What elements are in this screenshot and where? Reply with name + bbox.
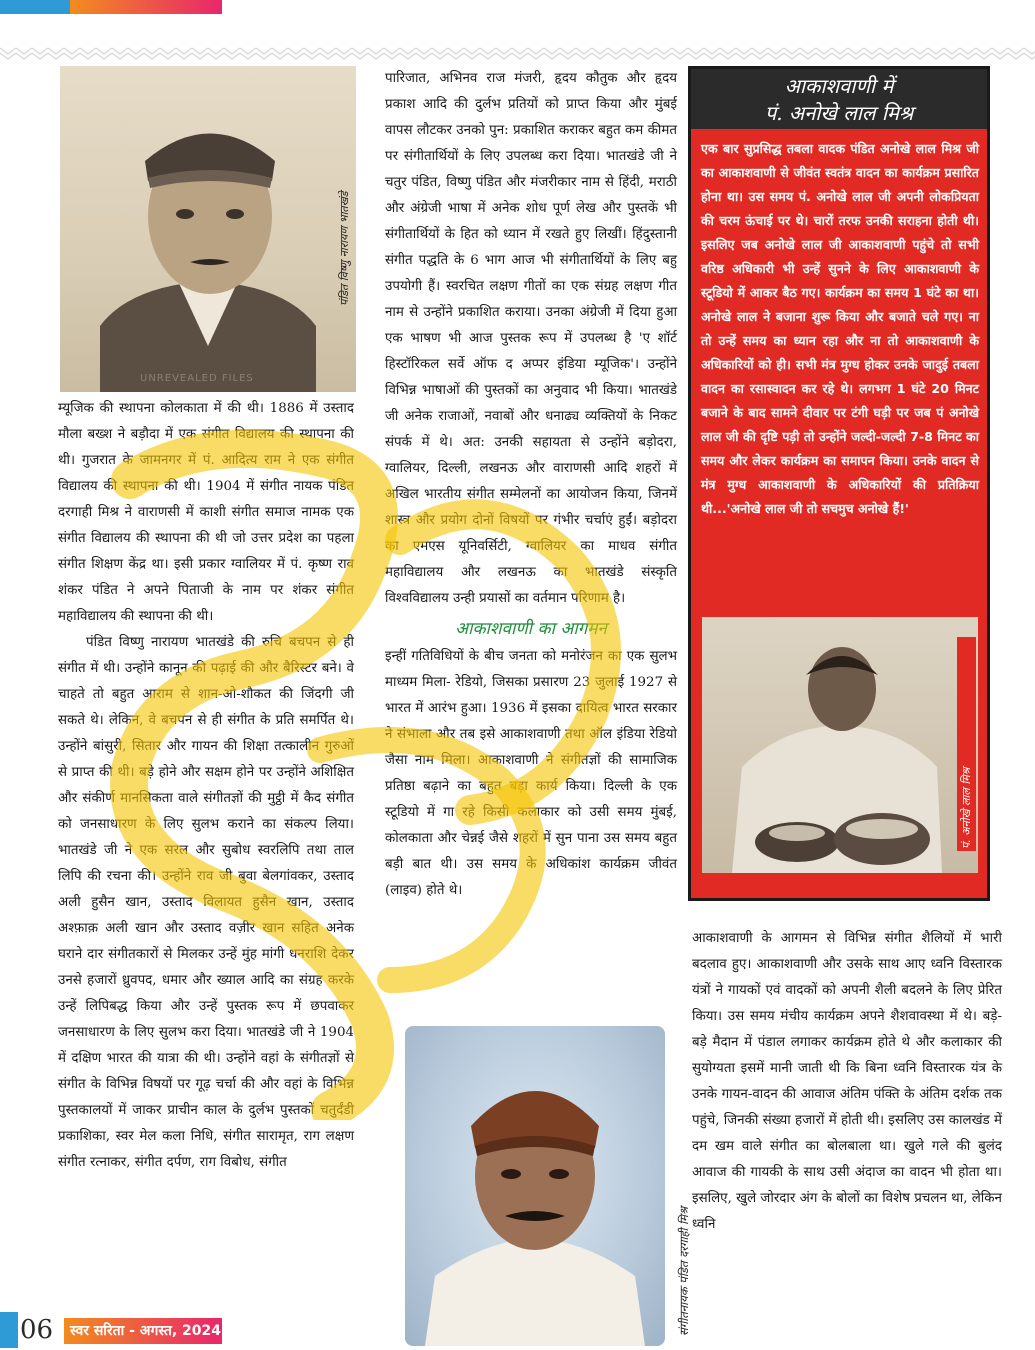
column-2 (385, 66, 677, 904)
box-title-line-1: आकाशवाणी में (784, 74, 894, 98)
photo-caption-bhatkhande: पंडित विष्णु नारायण भातखंडे (338, 191, 351, 306)
top-bar-gradient-segment (70, 0, 222, 14)
box-title-line-2: पं. अनोखे लाल मिश्र (764, 101, 914, 125)
photo-bhatkhande (60, 66, 356, 392)
column-3 (692, 926, 1002, 1238)
column-1-paragraph-2: पंडित विष्णु नारायण भातखंडे की रुचि बचपन से ही संगीत में थी। उन्होंने कानून की पढ़ाई की और बैरिस्टर बने। वे चाहते तो बहुत आराम से शान-ओ-शौकत की जिंदगी जी सकते थे। लेकिन, वे बचपन से ही संगीत के प्रति समर्पित थे। उन्होंने बांसुरी, सितार और गायन की शिक्षा तत्कालीन गुरुओं से प्राप्त की थी। बड़े होने और सक्षम होने पर उन्होंने अशिक्षित और संकीर्ण मानसिकता वाले संगीतज्ञों की मुट्ठी में कैद संगीत को जनसाधारण के लिए सुलभ कराने का संकल्प लिया। भातखंडे जी ने एक सरल और सुबोध स्वरलिपि तथा ताल लिपि की रचना की। उन्होंने राव जी बुवा बेलगांवकर, उस्ताद अली हुसैन खान, उस्ताद विलायत हुसैन खान, उस्ताद अश्फ़ाक़ अली खान और उस्ताद वज़ीर खान सहित अनेक घराने दार संगीतकारों से मिलकर उन्हें मुंह मांगी धनराशि देकर उनसे हजारों ध्रुवपद, धमार और ख्याल आदि का संग्रह करके उन्हें लिपिबद्ध किया और उन्हें पुस्तक रूप में छपवाकर जनसाधारण के लिए सुलभ करा दिया। भातखंडे जी ने 1904 में दक्षिण भारत की यात्रा की थी। उन्होंने वहां के संगीतज्ञों से संगीत के विभिन्न विषयों पर गूढ़ चर्चा की और वहां के विभिन्न पुस्तकालयों में जाकर प्राचीन काल के दुर्लभ पुस्तकों चतुर्दंडी प्रकाशिका, स्वर मेल कला निधि, संगीत सारामृत, राग लक्षण संगीत रत्नाकर, संगीत दर्पण, राग विबोध, संगीत (58, 635, 354, 1170)
column-2-paragraph-2: इन्हीं गतिविधियों के बीच जनता को मनोरंजन का एक सुलभ माध्यम मिला- रेडियो, जिसका प्रसारण 23 जुलाई 1927 से भारत में आरंभ हुआ। 1936 में इसका दायित्व भारत सरकार ने संभाला और तब इसे आकाशवाणी तथा ऑल इंडिया रेडियो जैसा नाम मिला। आकाशवाणी ने संगीतज्ञों की सामाजिक प्रतिष्ठा बढ़ाने का बहुत बड़ा कार्य किया। दिल्ली के एक स्टूडियो में गा रहे किसी कलाकार को उसी समय मुंबई, कोलकाता और चेन्नई जैसे शहरों में सुन पाना उस समय बहुत बड़ी बात थी। उस समय के अधिकांश कार्यक्रम जीवंत (लाइव) होते थे। (385, 649, 677, 898)
page-footer (0, 1312, 230, 1348)
portrait-illustration (60, 66, 356, 392)
box-title (691, 69, 987, 129)
column-1 (58, 396, 354, 1176)
photo-caption-dargahi-mishra: संगीतनायक पंडित दरगाही मिश्र (677, 1206, 691, 1336)
box-body-text: एक बार सुप्रसिद्ध तबला वादक पंडित अनोखे लाल मिश्र जी का आकाशवाणी से जीवंत स्वतंत्र वादन का कार्यक्रम प्रसारित होना था। उस समय पं. अनोखे लाल जी अपनी लोकप्रियता की चरम ऊंचाई पर थे। चारों तरफ उनकी सराहना होती थी। इसलिए जब अनोखे लाल जी आकाशवाणी पहुंचे तो सभी वरिष्ठ अधिकारी भी उन्हें सुनने के लिए आकाशवाणी के स्टूडियो में आकर बैठ गए। कार्यक्रम का समय 1 घंटे का था। अनोखे लाल ने बजाना शुरू किया और बजाते चले गए। ना तो उन्हें समय का ध्यान रहा और ना तो आकाशवाणी के अधिकारियों को ही। सभी मंत्र मुग्ध होकर उनके जादुई तबला वादन का रसास्वादन कर रहे थे। लगभग 1 घंटे 20 मिनट बजाने के बाद सामने दीवार पर टंगी घड़ी पर जब पं अनोखे लाल जी की दृष्टि पड़ी तो उन्होंने जल्दी-जल्दी 7-8 मिनट का समय और लेकर कार्यक्रम का समापन किया। उनके वादन से मंत्र मुग्ध आकाशवाणी के अधिकारियों की प्रतिक्रिया थी...'अनोखे लाल जी तो सचमुच अनोखे हैं!' (701, 141, 979, 516)
column-2-paragraph-1: पारिजात, अभिनव राज मंजरी, हृदय कौतुक और हृदय प्रकाश आदि की दुर्लभ प्रतियों को प्राप्त किया और मुंबई वापस लौटकर उनको पुन: प्रकाशित कराकर बहुत कम कीमत पर संगीतार्थियों के लिए उपलब्ध करा दिया। भातखंडे जी ने चतुर पंडित, विष्णु पंडित और मंजरीकार नाम से हिंदी, मराठी और अंग्रेजी भाषा में अनेक शोध पूर्ण लेख और पुस्तकें भी संगीतार्थियों के हित को ध्यान में रखते हुए लिखीं। हिंदुस्तानी संगीत पद्धति के 6 भाग आज भी संगीतार्थियों के लिए बहु उपयोगी हैं। स्वरचित लक्षण गीतों का एक संग्रह लक्षण गीत नाम से उन्होंने प्रकाशित कराया। उनका अंग्रेजी में दिया हुआ एक भाषण भी आज पुस्तक रूप में उपलब्ध है 'ए शॉर्ट हिस्टॉरिकल सर्वे ऑफ द अप्पर इंडिया म्यूजिक'। उन्होंने विभिन्न भाषाओं की पुस्तकों का अनुवाद भी किया। भातखंडे जी अनेक राजाओं, नवाबों और धनाढ्य व्यक्तियों के निकट संपर्क में थे। अत: उनकी सहायता से उन्होंने बड़ोदरा, ग्वालियर, दिल्ली, लखनऊ और वाराणसी आदि शहरों में अखिल भारतीय संगीत सम्मेलनों का आयोजन किया, जिनमें शास्त्र और प्रयोग दोनों विषयों पर गंभीर चर्चाएं हुईं। बड़ोदरा का एमएस यूनिवर्सिटी, ग्वालियर का माधव संगीत महाविद्यालय और लखनऊ का भातखंडे संस्कृति विश्वविद्यालय उन्ही प्रयासों का वर्तमान परिणाम है। (385, 71, 677, 606)
chevron-divider (0, 44, 1035, 60)
footer-color-block (0, 1312, 18, 1348)
top-color-bar (0, 0, 1035, 14)
photo-credit: UNREVEALED FILES (140, 373, 254, 384)
photo-caption-anokhe-lal: पं. अनोखे लाल मिश्र (957, 637, 976, 851)
magazine-title: स्वर सरिता - अगस्त, 2024 (64, 1318, 222, 1344)
column-1-paragraph-1: म्यूजिक की स्थापना कोलकाता में की थी। 1886 में उस्ताद मौला बख्श ने बड़ौदा में एक संगीत विद्यालय की स्थापना की थी। गुजरात के जामनगर में पं. आदित्य राम ने एक संगीत विद्यालय की स्थापना की थी। 1904 में संगीत नायक पंडित दरगाही मिश्र ने वाराणसी में काशी संगीत समाज नामक एक संगीत विद्यालय की स्थापना की थी जो उत्तर प्रदेश का पहला संगीत शिक्षण केंद्र था। इसी प्रकार ग्वालियर में पं. कृष्ण राव शंकर पंडित ने अपने पिताजी के नाम पर शंकर संगीत महाविद्यालय की स्थापना की थी। (58, 401, 354, 624)
top-bar-blue-segment (0, 0, 70, 14)
section-heading-akashvani: आकाशवाणी का आगमन (455, 619, 607, 639)
column-3-paragraph-1: आकाशवाणी के आगमन से विभिन्न संगीत शैलियों में भारी बदलाव हुए। आकाशवाणी और उसके साथ आए ध्वनि विस्तारक यंत्रों ने गायकों एवं वादकों को अपनी शैली बदलने के लिए प्रेरित किया। उस समय मंचीय कार्यक्रम अपने शैशवावस्था में थे। बड़े-बड़े मैदान में पंडाल लगाकर कार्यक्रम होते थे और कलाकार की सुयोग्यता इसमें मानी जाती थी कि बिना ध्वनि विस्तारक यंत्र के उनके गायन-वादन की आवाज अंतिम पंक्ति के अंतिम दर्शक तक पहुंचे, जिनकी संख्या हजारों में होती थी। इसलिए उस कालखंड में दम खम वाले संगीत का बोलबाला था। खुले गले की बुलंद आवाज की गायकी के साथ उसी अंदाज का वादन भी होता था। इसलिए, खुले जोरदार अंग के बोलों का विशेष प्रचलन था, लेकिन ध्वनि (692, 931, 1002, 1232)
photo-anokhe-lal (702, 617, 978, 873)
page-number: 06 (20, 1315, 54, 1345)
photo-dargahi-mishra (405, 1026, 665, 1346)
portrait-illustration (405, 1026, 665, 1346)
portrait-illustration (702, 617, 978, 873)
